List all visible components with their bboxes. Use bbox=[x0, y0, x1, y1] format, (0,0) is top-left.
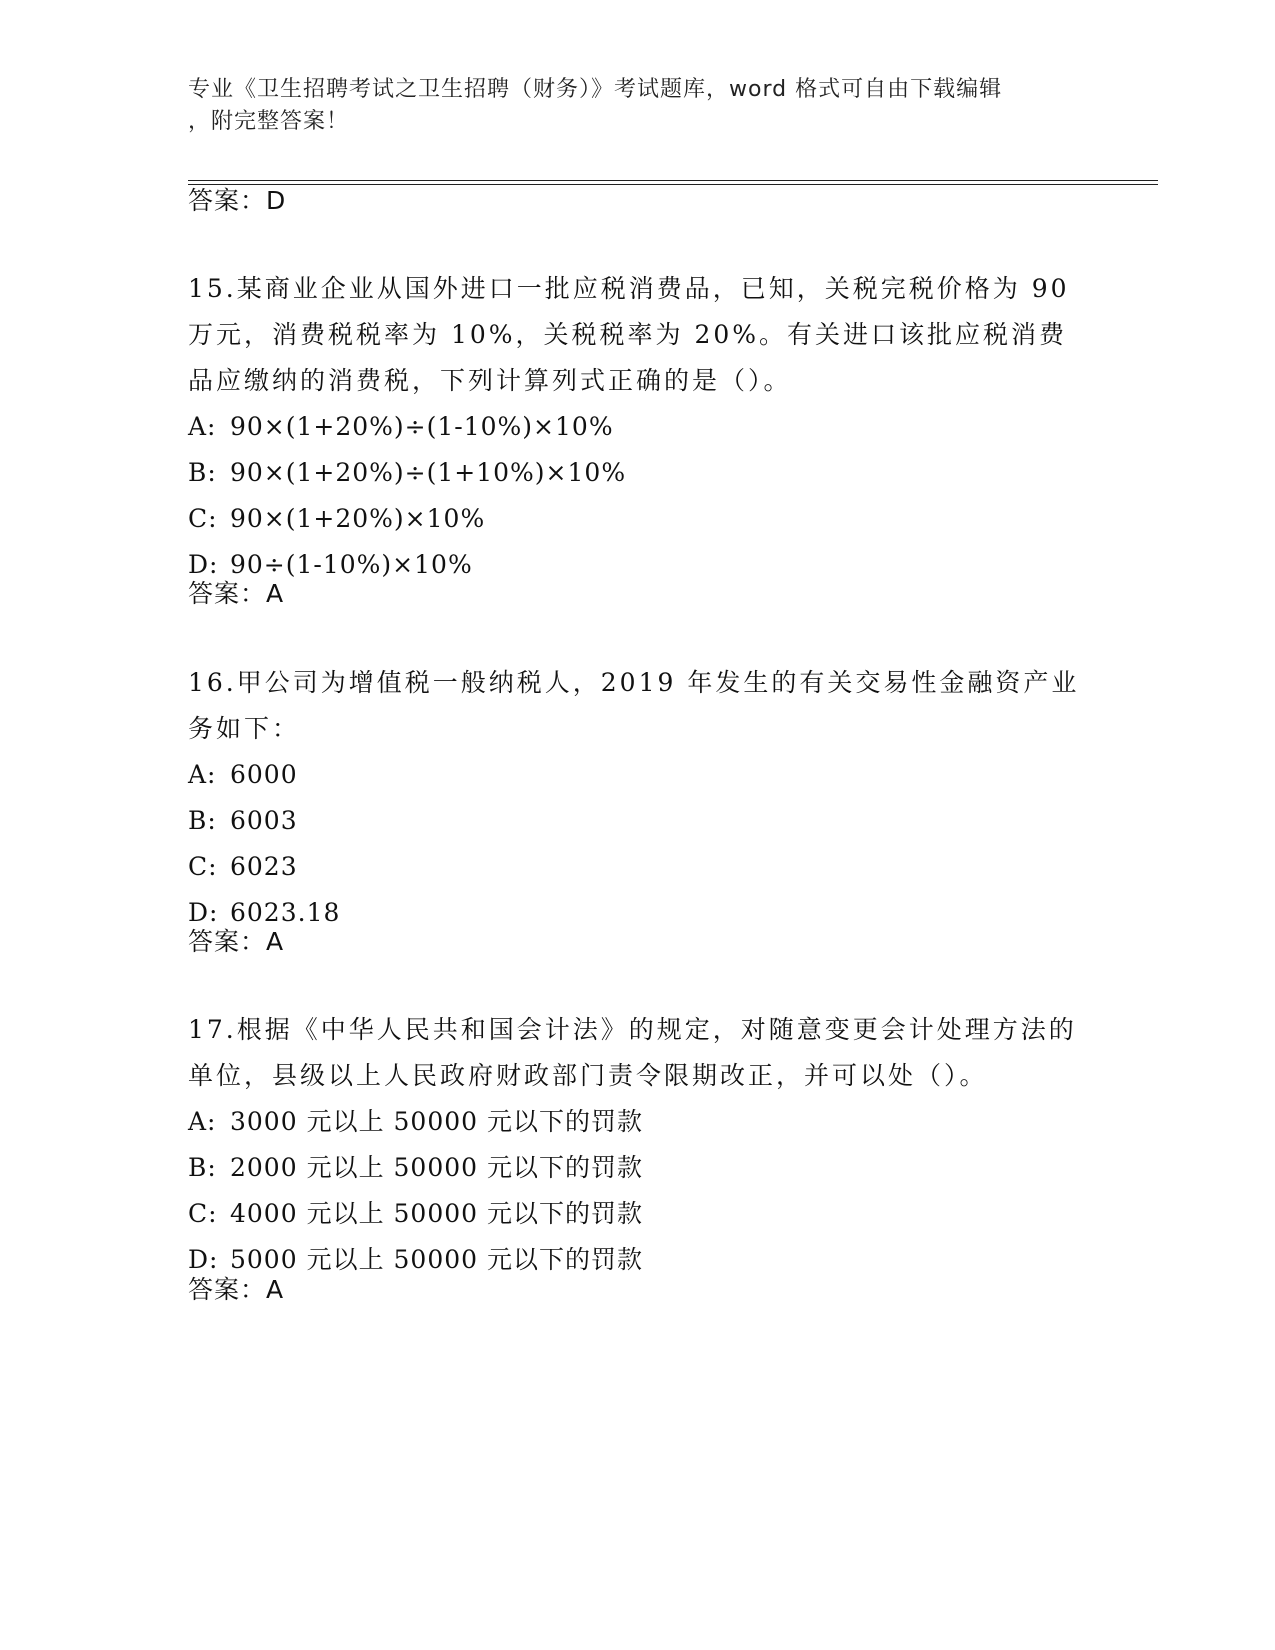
option-text: 5000 元以上 50000 元以下的罚款 bbox=[230, 1245, 643, 1274]
option-d bbox=[188, 542, 1088, 588]
option-text: 90÷(1-10%)×10% bbox=[230, 550, 473, 579]
option-d bbox=[188, 890, 1088, 936]
header-line-1: 专业《卫生招聘考试之卫生招聘（财务）》考试题库，word 格式可自由下载编辑 bbox=[188, 77, 1003, 102]
option-b bbox=[188, 1145, 1088, 1191]
option-text: 3000 元以上 50000 元以下的罚款 bbox=[230, 1107, 643, 1136]
option-text: 6003 bbox=[230, 806, 298, 835]
option-label: B: bbox=[188, 458, 217, 487]
option-text: 90×(1+20%)÷(1+10%)×10% bbox=[230, 458, 627, 487]
option-c bbox=[188, 844, 1088, 890]
option-d bbox=[188, 1237, 1088, 1283]
option-label: C: bbox=[188, 1199, 218, 1228]
question-15 bbox=[188, 266, 1088, 588]
question-stem: 16.甲公司为增值税一般纳税人，2019 年发生的有关交易性金融资产业务如下： bbox=[188, 668, 1080, 743]
option-label: D: bbox=[188, 1245, 219, 1274]
option-a bbox=[188, 752, 1088, 798]
option-label: C: bbox=[188, 852, 218, 881]
option-label: B: bbox=[188, 1153, 217, 1182]
option-label: C: bbox=[188, 504, 218, 533]
question-stem: 15.某商业企业从国外进口一批应税消费品，已知，关税完税价格为 90 万元，消费税税率为 10%，关税税率为 20%。有关进口该批应税消费品应缴纳的消费税，下列计算列式正确的是（）。 bbox=[188, 274, 1070, 395]
question-17 bbox=[188, 1007, 1088, 1283]
option-label: D: bbox=[188, 550, 219, 579]
option-text: 90×(1+20%)×10% bbox=[230, 504, 486, 533]
option-c bbox=[188, 496, 1088, 542]
option-text: 6023.18 bbox=[230, 898, 341, 927]
option-text: 6000 bbox=[230, 760, 298, 789]
answer-15: 答案：A bbox=[188, 579, 285, 608]
document-header bbox=[188, 74, 1068, 138]
question-16 bbox=[188, 660, 1088, 936]
header-line-2: ，附完整答案！ bbox=[188, 109, 350, 134]
option-label: A: bbox=[188, 412, 217, 441]
option-text: 2000 元以上 50000 元以下的罚款 bbox=[230, 1153, 643, 1182]
question-stem: 17.根据《中华人民共和国会计法》的规定，对随意变更会计处理方法的单位，县级以上人民政府财政部门责令限期改正，并可以处（）。 bbox=[188, 1015, 1077, 1090]
header-divider-bottom bbox=[188, 184, 1158, 185]
option-a bbox=[188, 404, 1088, 450]
option-label: B: bbox=[188, 806, 217, 835]
answer-16: 答案：A bbox=[188, 927, 285, 956]
option-text: 4000 元以上 50000 元以下的罚款 bbox=[230, 1199, 643, 1228]
option-label: D: bbox=[188, 898, 219, 927]
option-label: A: bbox=[188, 1107, 217, 1136]
option-b bbox=[188, 798, 1088, 844]
option-b bbox=[188, 450, 1088, 496]
option-a bbox=[188, 1099, 1088, 1145]
answer-17: 答案：A bbox=[188, 1275, 285, 1304]
previous-answer: 答案：D bbox=[188, 186, 287, 215]
option-text: 90×(1+20%)÷(1-10%)×10% bbox=[230, 412, 614, 441]
option-text: 6023 bbox=[230, 852, 298, 881]
header-divider-top bbox=[188, 180, 1158, 181]
option-label: A: bbox=[188, 760, 217, 789]
option-c bbox=[188, 1191, 1088, 1237]
